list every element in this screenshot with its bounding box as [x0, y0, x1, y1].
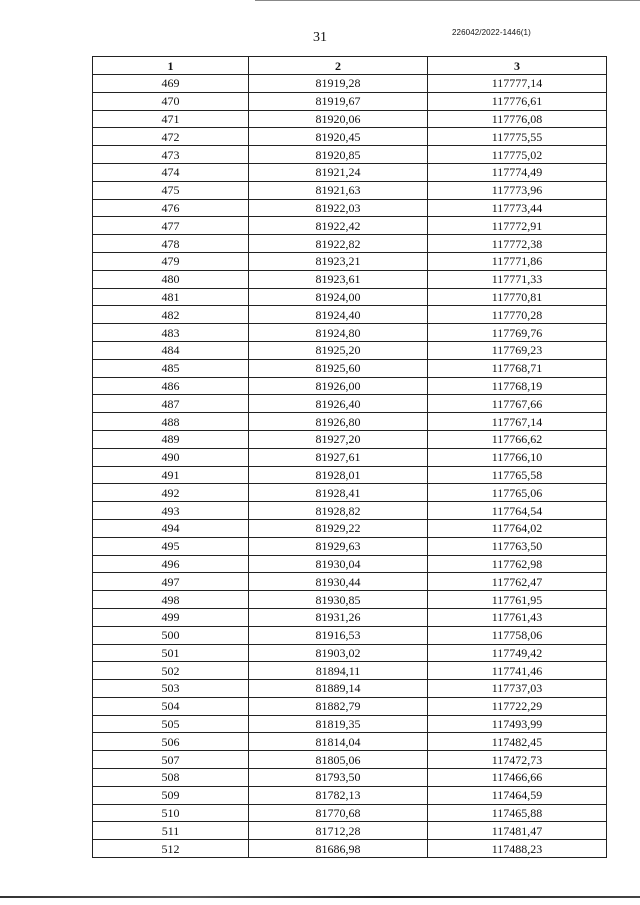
y-coordinate-cell: 117768,19	[428, 377, 607, 395]
x-coordinate-cell: 81930,85	[249, 591, 428, 609]
x-coordinate-cell: 81926,00	[249, 377, 428, 395]
table-row	[93, 288, 607, 306]
table-row	[93, 822, 607, 840]
point-number-cell: 507	[93, 751, 249, 769]
y-coordinate-cell: 117771,33	[428, 270, 607, 288]
y-coordinate-cell: 117737,03	[428, 680, 607, 698]
y-coordinate-cell: 117774,49	[428, 163, 607, 181]
point-number-cell: 493	[93, 502, 249, 520]
table-row	[93, 341, 607, 359]
table-header-row	[93, 57, 607, 75]
y-coordinate-cell: 117758,06	[428, 626, 607, 644]
x-coordinate-cell: 81925,60	[249, 359, 428, 377]
point-number-cell: 485	[93, 359, 249, 377]
x-coordinate-cell: 81920,45	[249, 128, 428, 146]
point-number-cell: 491	[93, 466, 249, 484]
x-coordinate-cell: 81928,01	[249, 466, 428, 484]
table-row	[93, 324, 607, 342]
x-coordinate-cell: 81924,40	[249, 306, 428, 324]
point-number-cell: 500	[93, 626, 249, 644]
table-row	[93, 75, 607, 93]
y-coordinate-cell: 117766,62	[428, 430, 607, 448]
table-row	[93, 644, 607, 662]
x-coordinate-cell: 81770,68	[249, 804, 428, 822]
point-number-cell: 512	[93, 840, 249, 858]
point-number-cell: 509	[93, 786, 249, 804]
x-coordinate-cell: 81930,44	[249, 573, 428, 591]
x-coordinate-cell: 81805,06	[249, 751, 428, 769]
table-row	[93, 484, 607, 502]
point-number-cell: 479	[93, 252, 249, 270]
table-row	[93, 786, 607, 804]
x-coordinate-cell: 81922,03	[249, 199, 428, 217]
table-row	[93, 395, 607, 413]
table-row	[93, 235, 607, 253]
point-number-cell: 476	[93, 199, 249, 217]
table-row	[93, 413, 607, 431]
y-coordinate-cell: 117722,29	[428, 697, 607, 715]
table-row	[93, 92, 607, 110]
table-row	[93, 181, 607, 199]
y-coordinate-cell: 117766,10	[428, 448, 607, 466]
y-coordinate-cell: 117482,45	[428, 733, 607, 751]
x-coordinate-cell: 81919,67	[249, 92, 428, 110]
point-number-cell: 499	[93, 608, 249, 626]
table-row	[93, 377, 607, 395]
y-coordinate-cell: 117764,02	[428, 519, 607, 537]
x-coordinate-cell: 81923,61	[249, 270, 428, 288]
table-row	[93, 573, 607, 591]
point-number-cell: 489	[93, 430, 249, 448]
x-coordinate-cell: 81782,13	[249, 786, 428, 804]
table-row	[93, 502, 607, 520]
point-number-cell: 478	[93, 235, 249, 253]
table-row	[93, 733, 607, 751]
x-coordinate-cell: 81929,63	[249, 537, 428, 555]
x-coordinate-cell: 81924,00	[249, 288, 428, 306]
table-row	[93, 662, 607, 680]
y-coordinate-cell: 117771,86	[428, 252, 607, 270]
point-number-cell: 506	[93, 733, 249, 751]
y-coordinate-cell: 117777,14	[428, 75, 607, 93]
point-number-cell: 475	[93, 181, 249, 199]
table-body	[93, 75, 607, 858]
x-coordinate-cell: 81921,24	[249, 163, 428, 181]
x-coordinate-cell: 81928,82	[249, 502, 428, 520]
x-coordinate-cell: 81920,06	[249, 110, 428, 128]
y-coordinate-cell: 117768,71	[428, 359, 607, 377]
y-coordinate-cell: 117772,38	[428, 235, 607, 253]
table-row	[93, 359, 607, 377]
table-row	[93, 555, 607, 573]
y-coordinate-cell: 117772,91	[428, 217, 607, 235]
table-row	[93, 804, 607, 822]
scan-edge-line	[255, 0, 640, 1]
x-coordinate-cell: 81712,28	[249, 822, 428, 840]
table-row	[93, 519, 607, 537]
y-coordinate-cell: 117773,44	[428, 199, 607, 217]
y-coordinate-cell: 117775,02	[428, 146, 607, 164]
y-coordinate-cell: 117762,98	[428, 555, 607, 573]
point-number-cell: 487	[93, 395, 249, 413]
x-coordinate-cell: 81927,20	[249, 430, 428, 448]
y-coordinate-cell: 117763,50	[428, 537, 607, 555]
table-row	[93, 715, 607, 733]
x-coordinate-cell: 81928,41	[249, 484, 428, 502]
point-number-cell: 508	[93, 769, 249, 787]
y-coordinate-cell: 117481,47	[428, 822, 607, 840]
y-coordinate-cell: 117741,46	[428, 662, 607, 680]
point-number-cell: 470	[93, 92, 249, 110]
column-header-3: 3	[428, 57, 607, 75]
x-coordinate-cell: 81903,02	[249, 644, 428, 662]
y-coordinate-cell: 117762,47	[428, 573, 607, 591]
point-number-cell: 505	[93, 715, 249, 733]
point-number-cell: 495	[93, 537, 249, 555]
point-number-cell: 511	[93, 822, 249, 840]
x-coordinate-cell: 81926,40	[249, 395, 428, 413]
table-row	[93, 769, 607, 787]
y-coordinate-cell: 117775,55	[428, 128, 607, 146]
point-number-cell: 490	[93, 448, 249, 466]
table-row	[93, 128, 607, 146]
x-coordinate-cell: 81923,21	[249, 252, 428, 270]
y-coordinate-cell: 117472,73	[428, 751, 607, 769]
point-number-cell: 510	[93, 804, 249, 822]
y-coordinate-cell: 117465,88	[428, 804, 607, 822]
x-coordinate-cell: 81930,04	[249, 555, 428, 573]
point-number-cell: 492	[93, 484, 249, 502]
y-coordinate-cell: 117765,06	[428, 484, 607, 502]
table-row	[93, 680, 607, 698]
x-coordinate-cell: 81927,61	[249, 448, 428, 466]
table-row	[93, 448, 607, 466]
x-coordinate-cell: 81922,82	[249, 235, 428, 253]
y-coordinate-cell: 117770,28	[428, 306, 607, 324]
table-row	[93, 110, 607, 128]
point-number-cell: 474	[93, 163, 249, 181]
x-coordinate-cell: 81916,53	[249, 626, 428, 644]
x-coordinate-cell: 81889,14	[249, 680, 428, 698]
y-coordinate-cell: 117493,99	[428, 715, 607, 733]
x-coordinate-cell: 81924,80	[249, 324, 428, 342]
column-header-2: 2	[249, 57, 428, 75]
point-number-cell: 471	[93, 110, 249, 128]
table-row	[93, 146, 607, 164]
point-number-cell: 477	[93, 217, 249, 235]
table-header	[93, 57, 607, 75]
point-number-cell: 494	[93, 519, 249, 537]
y-coordinate-cell: 117769,76	[428, 324, 607, 342]
y-coordinate-cell: 117749,42	[428, 644, 607, 662]
x-coordinate-cell: 81922,42	[249, 217, 428, 235]
point-number-cell: 488	[93, 413, 249, 431]
y-coordinate-cell: 117464,59	[428, 786, 607, 804]
y-coordinate-cell: 117764,54	[428, 502, 607, 520]
point-number-cell: 497	[93, 573, 249, 591]
scan-bottom-line	[0, 896, 640, 898]
table-row	[93, 466, 607, 484]
x-coordinate-cell: 81793,50	[249, 769, 428, 787]
x-coordinate-cell: 81819,35	[249, 715, 428, 733]
y-coordinate-cell: 117776,08	[428, 110, 607, 128]
table-row	[93, 217, 607, 235]
x-coordinate-cell: 81929,22	[249, 519, 428, 537]
x-coordinate-cell: 81882,79	[249, 697, 428, 715]
x-coordinate-cell: 81814,04	[249, 733, 428, 751]
y-coordinate-cell: 117761,95	[428, 591, 607, 609]
table-row	[93, 608, 607, 626]
y-coordinate-cell: 117488,23	[428, 840, 607, 858]
point-number-cell: 469	[93, 75, 249, 93]
y-coordinate-cell: 117776,61	[428, 92, 607, 110]
point-number-cell: 481	[93, 288, 249, 306]
y-coordinate-cell: 117770,81	[428, 288, 607, 306]
x-coordinate-cell: 81926,80	[249, 413, 428, 431]
table-row	[93, 270, 607, 288]
point-number-cell: 502	[93, 662, 249, 680]
table-row	[93, 591, 607, 609]
coordinates-table	[92, 56, 607, 858]
point-number-cell: 480	[93, 270, 249, 288]
table-row	[93, 252, 607, 270]
x-coordinate-cell: 81686,98	[249, 840, 428, 858]
point-number-cell: 473	[93, 146, 249, 164]
page-number: 31	[313, 30, 327, 45]
table-row	[93, 751, 607, 769]
x-coordinate-cell: 81920,85	[249, 146, 428, 164]
point-number-cell: 503	[93, 680, 249, 698]
point-number-cell: 501	[93, 644, 249, 662]
table-row	[93, 430, 607, 448]
point-number-cell: 482	[93, 306, 249, 324]
x-coordinate-cell: 81931,26	[249, 608, 428, 626]
x-coordinate-cell: 81919,28	[249, 75, 428, 93]
table-row	[93, 840, 607, 858]
point-number-cell: 486	[93, 377, 249, 395]
x-coordinate-cell: 81921,63	[249, 181, 428, 199]
x-coordinate-cell: 81894,11	[249, 662, 428, 680]
y-coordinate-cell: 117767,66	[428, 395, 607, 413]
table-row	[93, 537, 607, 555]
table-row	[93, 626, 607, 644]
x-coordinate-cell: 81925,20	[249, 341, 428, 359]
y-coordinate-cell: 117773,96	[428, 181, 607, 199]
point-number-cell: 483	[93, 324, 249, 342]
column-header-1: 1	[93, 57, 249, 75]
point-number-cell: 472	[93, 128, 249, 146]
point-number-cell: 496	[93, 555, 249, 573]
y-coordinate-cell: 117765,58	[428, 466, 607, 484]
y-coordinate-cell: 117761,43	[428, 608, 607, 626]
document-code: 226042/2022-1446(1)	[452, 28, 531, 37]
point-number-cell: 498	[93, 591, 249, 609]
point-number-cell: 504	[93, 697, 249, 715]
y-coordinate-cell: 117767,14	[428, 413, 607, 431]
table-row	[93, 306, 607, 324]
table-row	[93, 163, 607, 181]
point-number-cell: 484	[93, 341, 249, 359]
y-coordinate-cell: 117769,23	[428, 341, 607, 359]
table-row	[93, 199, 607, 217]
y-coordinate-cell: 117466,66	[428, 769, 607, 787]
table-row	[93, 697, 607, 715]
